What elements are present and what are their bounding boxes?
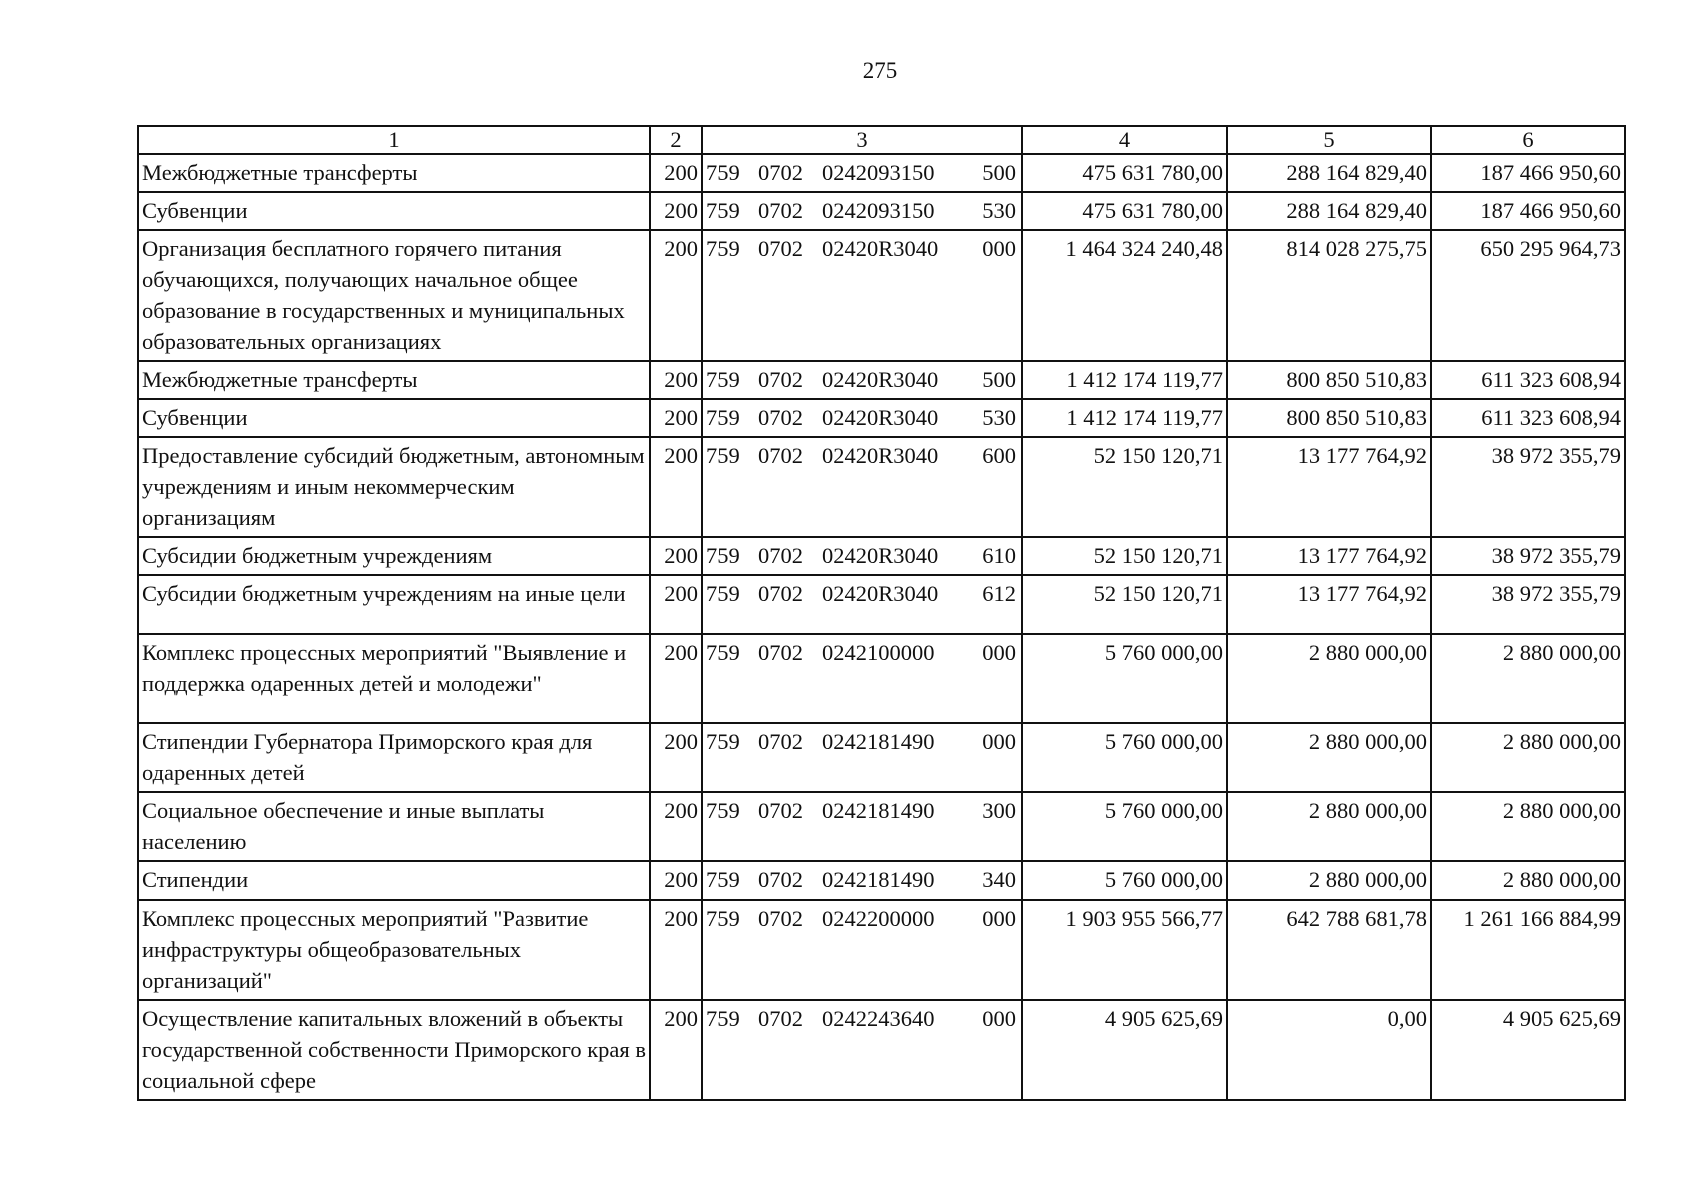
code-column-3: [702, 537, 1022, 575]
ministry-code: 759: [706, 906, 740, 931]
amount-column-4: 5 760 000,00: [1022, 861, 1227, 900]
amount-column-6: 2 880 000,00: [1431, 634, 1625, 723]
target-article-code: 02420R3040: [822, 581, 939, 606]
amount-column-4: 1 464 324 240,48: [1022, 230, 1227, 361]
ministry-code: 759: [706, 1006, 740, 1031]
amount-column-6: 4 905 625,69: [1431, 1000, 1625, 1100]
amount-column-5: 13 177 764,92: [1227, 437, 1431, 537]
column-header: 3: [702, 126, 1022, 154]
code-column-3: [702, 861, 1022, 900]
code-column-2: 200: [650, 861, 702, 900]
page-number: 275: [862, 58, 898, 83]
code-column-2: 200: [650, 154, 702, 192]
section-code: 0702: [758, 1006, 803, 1031]
expense-type-code: 500: [982, 160, 1016, 185]
table-row: [138, 575, 1625, 634]
code-column-2: 200: [650, 437, 702, 537]
row-name: Межбюджетные трансферты: [138, 154, 650, 192]
amount-column-5: 642 788 681,78: [1227, 900, 1431, 1000]
row-name: Социальное обеспечение и иные выплаты населению: [138, 792, 650, 861]
table-row: [138, 192, 1625, 230]
amount-column-6: 187 466 950,60: [1431, 154, 1625, 192]
expense-type-code: 000: [982, 640, 1016, 665]
amount-column-4: 5 760 000,00: [1022, 634, 1227, 723]
ministry-code: 759: [706, 867, 740, 892]
amount-column-5: 2 880 000,00: [1227, 634, 1431, 723]
code-column-2: 200: [650, 792, 702, 861]
amount-column-5: 288 164 829,40: [1227, 192, 1431, 230]
target-article-code: 02420R3040: [822, 543, 939, 568]
code-column-3: [702, 399, 1022, 437]
code-column-3: [702, 437, 1022, 537]
amount-column-6: 2 880 000,00: [1431, 723, 1625, 792]
amount-column-6: 38 972 355,79: [1431, 537, 1625, 575]
code-column-2: 200: [650, 575, 702, 634]
section-code: 0702: [758, 798, 803, 823]
section-code: 0702: [758, 581, 803, 606]
row-name: Организация бесплатного горячего питания обучающихся, получающих начальное общее образование в государственных и муниципальных образовательных организациях: [138, 230, 650, 361]
expense-type-code: 600: [982, 443, 1016, 468]
section-code: 0702: [758, 443, 803, 468]
row-name: Межбюджетные трансферты: [138, 361, 650, 399]
amount-column-6: 611 323 608,94: [1431, 399, 1625, 437]
row-name: Субвенции: [138, 192, 650, 230]
amount-column-5: 13 177 764,92: [1227, 537, 1431, 575]
table-row: [138, 634, 1625, 723]
section-code: 0702: [758, 236, 803, 261]
row-name: Субвенции: [138, 399, 650, 437]
table-row: [138, 792, 1625, 861]
amount-column-6: 187 466 950,60: [1431, 192, 1625, 230]
row-name: Стипендии Губернатора Приморского края для одаренных детей: [138, 723, 650, 792]
target-article-code: 0242100000: [822, 640, 935, 665]
code-column-3: [702, 230, 1022, 361]
target-article-code: 0242181490: [822, 867, 935, 892]
column-header: 2: [650, 126, 702, 154]
section-code: 0702: [758, 160, 803, 185]
ministry-code: 759: [706, 729, 740, 754]
expense-type-code: 612: [982, 581, 1016, 606]
amount-column-4: 1 412 174 119,77: [1022, 361, 1227, 399]
ministry-code: 759: [706, 581, 740, 606]
budget-table: [137, 125, 1626, 1101]
ministry-code: 759: [706, 405, 740, 430]
target-article-code: 02420R3040: [822, 236, 939, 261]
section-code: 0702: [758, 198, 803, 223]
ministry-code: 759: [706, 198, 740, 223]
table-row: [138, 230, 1625, 361]
expense-type-code: 000: [982, 236, 1016, 261]
target-article-code: 0242200000: [822, 906, 935, 931]
column-header: 4: [1022, 126, 1227, 154]
ministry-code: 759: [706, 160, 740, 185]
code-column-2: 200: [650, 361, 702, 399]
table-row: [138, 154, 1625, 192]
row-name: Субсидии бюджетным учреждениям на иные цели: [138, 575, 650, 634]
section-code: 0702: [758, 729, 803, 754]
code-column-2: 200: [650, 230, 702, 361]
section-code: 0702: [758, 867, 803, 892]
amount-column-6: 38 972 355,79: [1431, 575, 1625, 634]
code-column-2: 200: [650, 634, 702, 723]
amount-column-5: 13 177 764,92: [1227, 575, 1431, 634]
table-row: [138, 723, 1625, 792]
row-name: Комплекс процессных мероприятий "Развитие инфраструктуры общеобразовательных организаций": [138, 900, 650, 1000]
code-column-3: [702, 900, 1022, 1000]
amount-column-4: 52 150 120,71: [1022, 575, 1227, 634]
amount-column-5: 2 880 000,00: [1227, 723, 1431, 792]
row-name: Субсидии бюджетным учреждениям: [138, 537, 650, 575]
ministry-code: 759: [706, 443, 740, 468]
table-row: [138, 361, 1625, 399]
target-article-code: 0242181490: [822, 798, 935, 823]
code-column-3: [702, 154, 1022, 192]
amount-column-5: 2 880 000,00: [1227, 792, 1431, 861]
row-name: Предоставление субсидий бюджетным, автономным учреждениям и иным некоммерческим организациям: [138, 437, 650, 537]
table-row: [138, 900, 1625, 1000]
code-column-2: 200: [650, 1000, 702, 1100]
expense-type-code: 610: [982, 543, 1016, 568]
amount-column-4: 1 412 174 119,77: [1022, 399, 1227, 437]
target-article-code: 02420R3040: [822, 443, 939, 468]
code-column-3: [702, 575, 1022, 634]
expense-type-code: 000: [982, 729, 1016, 754]
expense-type-code: 000: [982, 906, 1016, 931]
code-column-3: [702, 634, 1022, 723]
column-header: 6: [1431, 126, 1625, 154]
table-row: [138, 1000, 1625, 1100]
amount-column-4: 4 905 625,69: [1022, 1000, 1227, 1100]
column-header: 1: [138, 126, 650, 154]
amount-column-6: 1 261 166 884,99: [1431, 900, 1625, 1000]
amount-column-5: 2 880 000,00: [1227, 861, 1431, 900]
code-column-3: [702, 361, 1022, 399]
table-row: [138, 399, 1625, 437]
amount-column-5: 288 164 829,40: [1227, 154, 1431, 192]
column-header: 5: [1227, 126, 1431, 154]
target-article-code: 0242093150: [822, 198, 935, 223]
amount-column-6: 611 323 608,94: [1431, 361, 1625, 399]
amount-column-4: 52 150 120,71: [1022, 437, 1227, 537]
amount-column-4: 52 150 120,71: [1022, 537, 1227, 575]
code-column-2: 200: [650, 900, 702, 1000]
code-column-3: [702, 792, 1022, 861]
ministry-code: 759: [706, 640, 740, 665]
expense-type-code: 530: [982, 198, 1016, 223]
code-column-2: 200: [650, 537, 702, 575]
section-code: 0702: [758, 640, 803, 665]
table-row: [138, 537, 1625, 575]
amount-column-5: 800 850 510,83: [1227, 361, 1431, 399]
amount-column-6: 2 880 000,00: [1431, 792, 1625, 861]
target-article-code: 0242243640: [822, 1006, 935, 1031]
row-name: Стипендии: [138, 861, 650, 900]
target-article-code: 02420R3040: [822, 405, 939, 430]
table-row: [138, 437, 1625, 537]
expense-type-code: 530: [982, 405, 1016, 430]
header-row: [138, 126, 1625, 154]
code-column-3: [702, 723, 1022, 792]
section-code: 0702: [758, 543, 803, 568]
amount-column-5: 0,00: [1227, 1000, 1431, 1100]
code-column-2: 200: [650, 192, 702, 230]
code-column-3: [702, 192, 1022, 230]
section-code: 0702: [758, 405, 803, 430]
expense-type-code: 340: [982, 867, 1016, 892]
ministry-code: 759: [706, 543, 740, 568]
amount-column-5: 800 850 510,83: [1227, 399, 1431, 437]
expense-type-code: 000: [982, 1006, 1016, 1031]
row-name: Осуществление капитальных вложений в объекты государственной собственности Приморского края в социальной сфере: [138, 1000, 650, 1100]
section-code: 0702: [758, 906, 803, 931]
code-column-2: 200: [650, 399, 702, 437]
amount-column-5: 814 028 275,75: [1227, 230, 1431, 361]
table-row: [138, 861, 1625, 900]
amount-column-4: 5 760 000,00: [1022, 723, 1227, 792]
amount-column-6: 650 295 964,73: [1431, 230, 1625, 361]
amount-column-6: 2 880 000,00: [1431, 861, 1625, 900]
section-code: 0702: [758, 367, 803, 392]
row-name: Комплекс процессных мероприятий "Выявление и поддержка одаренных детей и молодежи": [138, 634, 650, 723]
ministry-code: 759: [706, 367, 740, 392]
ministry-code: 759: [706, 798, 740, 823]
target-article-code: 0242093150: [822, 160, 935, 185]
amount-column-4: 5 760 000,00: [1022, 792, 1227, 861]
expense-type-code: 500: [982, 367, 1016, 392]
amount-column-6: 38 972 355,79: [1431, 437, 1625, 537]
ministry-code: 759: [706, 236, 740, 261]
code-column-3: [702, 1000, 1022, 1100]
amount-column-4: 1 903 955 566,77: [1022, 900, 1227, 1000]
amount-column-4: 475 631 780,00: [1022, 154, 1227, 192]
amount-column-4: 475 631 780,00: [1022, 192, 1227, 230]
expense-type-code: 300: [982, 798, 1016, 823]
target-article-code: 0242181490: [822, 729, 935, 754]
code-column-2: 200: [650, 723, 702, 792]
target-article-code: 02420R3040: [822, 367, 939, 392]
